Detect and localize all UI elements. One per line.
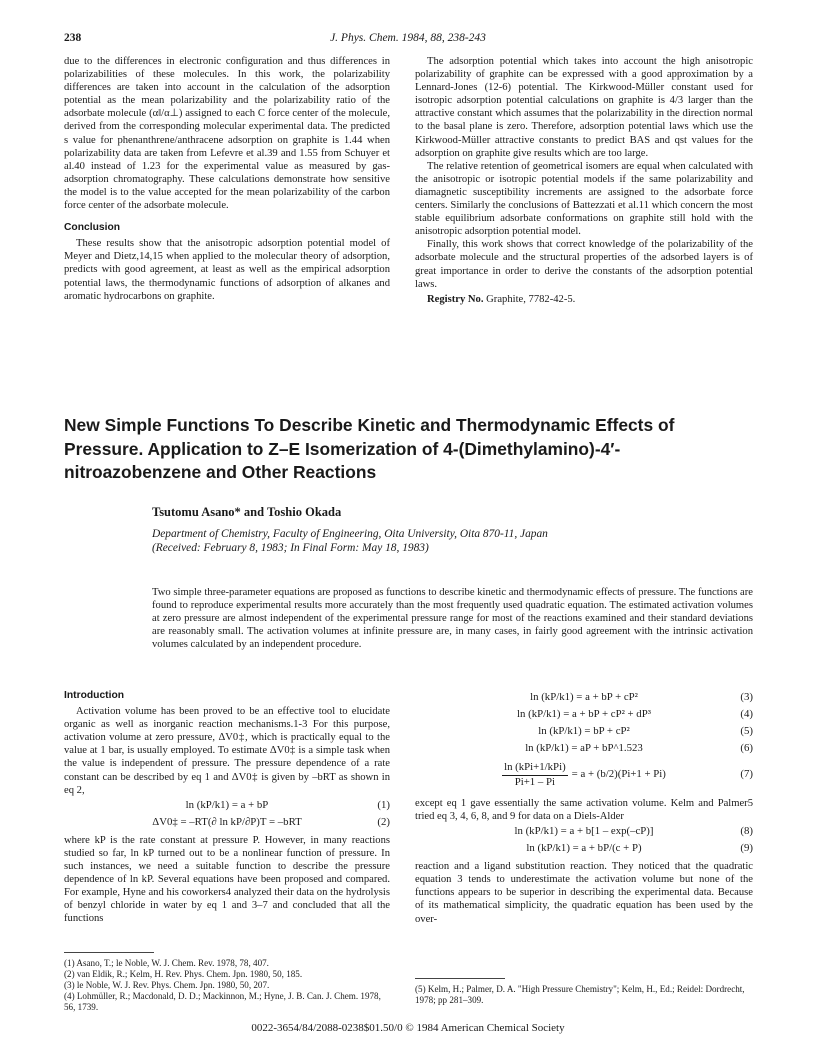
body-paragraph: except eq 1 gave essentially the same activation volume. Kelm and Palmer5 tried eq 3, 4, 6, 8, and 9 for data on a Diels-Alder [415,798,753,823]
equation-number: (5) [740,724,753,737]
page-footer: 0022-3654/84/2088-0238$01.50/0 © 1984 American Chemical Society [251,1022,565,1034]
article-affiliation-block [152,527,548,555]
conclusion-heading: Conclusion [64,222,121,234]
footnote: (1) Asano, T.; le Noble, W. J. Chem. Rev. 1978, 78, 407. [64,958,269,968]
equation-number: (9) [740,842,753,855]
equation-3 [415,689,753,706]
article-title: New Simple Functions To Describe Kinetic and Thermodynamic Effects of Pressure. Application to Z–E Isomerization of 4-(Dimethylamino)-4′-nitroazobenzene and Other Reactions [64,415,675,482]
equation-1 [64,797,390,814]
equation-body: ln (kP/k1) = aP + bP^1.523 [525,741,643,754]
equation-7 [415,757,753,793]
article-left-column [64,689,390,925]
conclusion-paragraph: These results show that the anisotropic adsorption potential model of Meyer and Dietz,14,15 when applied to the molecular theory of adsorption, predicts with good agreement, at least as well as the empirical adsorption potential laws, the thermodynamic functions of adsorption of alkanes and aromatic hydrocarbons on graphite. [64,238,390,302]
introduction-heading: Introduction [64,690,125,701]
footnote-rule [415,978,505,979]
footnote-rule [64,952,154,953]
equation-body: = a + (b/2)(Pi+1 + Pi) [571,768,666,781]
prev-article-right-column [415,55,753,306]
journal-header: J. Phys. Chem. 1984, 88, 238-243 [330,32,486,44]
equation-fraction [502,761,568,788]
page-number: 238 [64,32,82,44]
equation-body: ln (kP/k1) = a + bP [185,798,269,811]
equation-9 [415,840,753,857]
equation-number: (6) [740,741,753,754]
registry-line [415,293,753,306]
equation-body: ln (kP/k1) = a + bP + cP² [530,690,638,703]
affiliation: Department of Chemistry, Faculty of Engineering, Oita University, Oita 870-11, Japan [152,528,548,540]
equation-body: ln (kP/k1) = a + bP + cP² + dP³ [517,707,651,720]
prev-paragraph: Finally, this work shows that correct knowledge of the polarizability of the adsorbate molecule and the structural properties of the adsorbed layers is of great importance in order to derive the constants of the adsorption potential laws. [415,239,753,290]
equation-8 [415,823,753,840]
footnote: (2) van Eldik, R.; Kelm, H. Rev. Phys. Chem. Jpn. 1980, 50, 185. [64,969,303,979]
intro-paragraph: Activation volume has been proved to be an effective tool to elucidate organic as well as inorganic reaction mechanisms.1-3 For this purpose, activation volume at zero pressure, ΔV0‡, which is practically equal to the value at 1 bar, is usually employed. To estimate ΔV0‡ is a simple task when the value is independent of pressure. The pressure dependence of a rate constant can be described by eq 1 and ΔV0‡ is given by –bRT as shown in eq 2, [64,706,390,796]
received-dates: (Received: February 8, 1983; In Final Form: May 18, 1983) [152,542,429,555]
equation-body: ln (kP/k1) = a + bP/(c + P) [526,842,642,855]
equation-number: (4) [740,707,753,720]
equation-number: (2) [377,815,390,828]
registry-value: Graphite, 7782-42-5. [486,293,576,305]
equation-number: (1) [377,798,390,811]
footnote: (3) le Noble, W. J. Rev. Phys. Chem. Jpn. 1980, 50, 207. [64,980,270,990]
article-right-column [415,689,753,926]
equation-number: (3) [740,690,753,703]
abstract: Two simple three-parameter equations are proposed as functions to describe kinetic and thermodynamic effects of pressure. The functions are found to reproduce experimental results more accurately than the most frequently used quadratic equation. The estimated activation volumes at zero pressure are almost independent of the experimental pressure range for most of the reactions examined and their standard deviations are reasonably small. The activation volumes at infinite pressure are, in many cases, in fairly good agreement with the intrinsic activation volumes calculated by an independent procedure. [152,587,753,651]
registry-label: Registry No. [427,293,484,305]
equation-4 [415,706,753,723]
prev-article-left-column [64,55,390,303]
equation-body: ln (kP/k1) = a + b[1 – exp(–cP)] [514,825,654,838]
intro-paragraph: where kP is the rate constant at pressure P. However, in many reactions studied so far, ln kP turned out to be a nonlinear function of pressure. In such instances, we need a suitable function to describe the pressure dependence of ln kP. Several equations have been proposed and compared. For example, Hyne and his coworkers4 analyzed their data on the hydrolysis of benzyl chloride in water by eq 1 and 3–7 and concluded that all the functions [64,834,390,925]
fraction-denominator: Pi+1 – Pi [514,775,556,788]
prev-paragraph: The adsorption potential which takes into account the high anisotropic polarizability of graphite can be expressed with a good approximation by a Lennard-Jones (12-6) potential. The Kirkwood-Müller constant used for isotropic adsorption potential calculations on graphite is 4/3 larger than the attractive constant which assumes that the polarizability in the direction normal to the basal plane is zero. Therefore, adsorption potential laws which use the Kirkwood-Müller attractive constants to predict BAS and qst values for the adsorption on graphite give results which are too large. [415,56,753,159]
article-authors: Tsutomu Asano* and Toshio Okada [152,505,342,519]
equation-6 [415,740,753,757]
equation-body: ln (kP/k1) = bP + cP² [538,724,630,737]
equation-number: (7) [740,768,753,781]
equation-2 [64,814,390,831]
equation-body: ΔV0‡ = –RT(∂ ln kP/∂P)T = –bRT [152,815,302,828]
prev-paragraph: due to the differences in electronic configuration and thus differences in polarizabilities of these molecules. In this work, the polarizability differences are taken into account in the calculation of the adsorption potential as the mean polarizability and the polarizability ratio of the adsorbate molecule (α‖/α⊥) assigned to each C force center of the molecule, derived from the corresponding molecular experimental data. The predicted s value for phenanthrene/anthracene adsorption on graphite is 1.44 when polarizability data are taken from Lefevre et al.39 and 1.55 from Schuyer et al.40 instead of 1.23 for the experimental value as measured by gas-adsorption chromatography. These calculations demonstrate how sensitive the model is to the value accepted for the mean polarizability of the carbon force center of the adsorbate molecule. [64,56,390,212]
footnote: (4) Lohmüller, R.; Macdonald, D. D.; Mackinnon, M.; Hyne, J. B. Can. J. Chem. 1978, 56, 1739. [64,991,381,1012]
body-paragraph: reaction and a ligand substitution reaction. They noticed that the quadratic equation 3 tends to underestimate the activation volume but none of the functions appears to be superior in describing the experimental data. Because of its mathematical simplicity, the quadratic equation has been used by the over- [415,861,753,925]
fraction-numerator: ln (kPi+1/kPi) [502,761,568,775]
footnote: (5) Kelm, H.; Palmer, D. A. "High Pressure Chemistry"; Kelm, H., Ed.; Reidel: Dordrecht, 1978; pp 281–309. [415,984,745,1005]
equation-5 [415,723,753,740]
footnotes-right [415,984,753,1006]
equation-number: (8) [740,825,753,838]
prev-paragraph: The relative retention of geometrical isomers are equal when calculated with the anisotropic or isotropic potential models if the same polarizability and diamagnetic susceptibility increments are assigned to the adsorbate force centers. Similarly the conclusions of Battezzati et al.11 which concern the most stable equilibrium adsorbate conformations on graphite still hold with the anisotropic adsorption potential model. [415,160,753,238]
footnotes-left [64,958,390,1013]
